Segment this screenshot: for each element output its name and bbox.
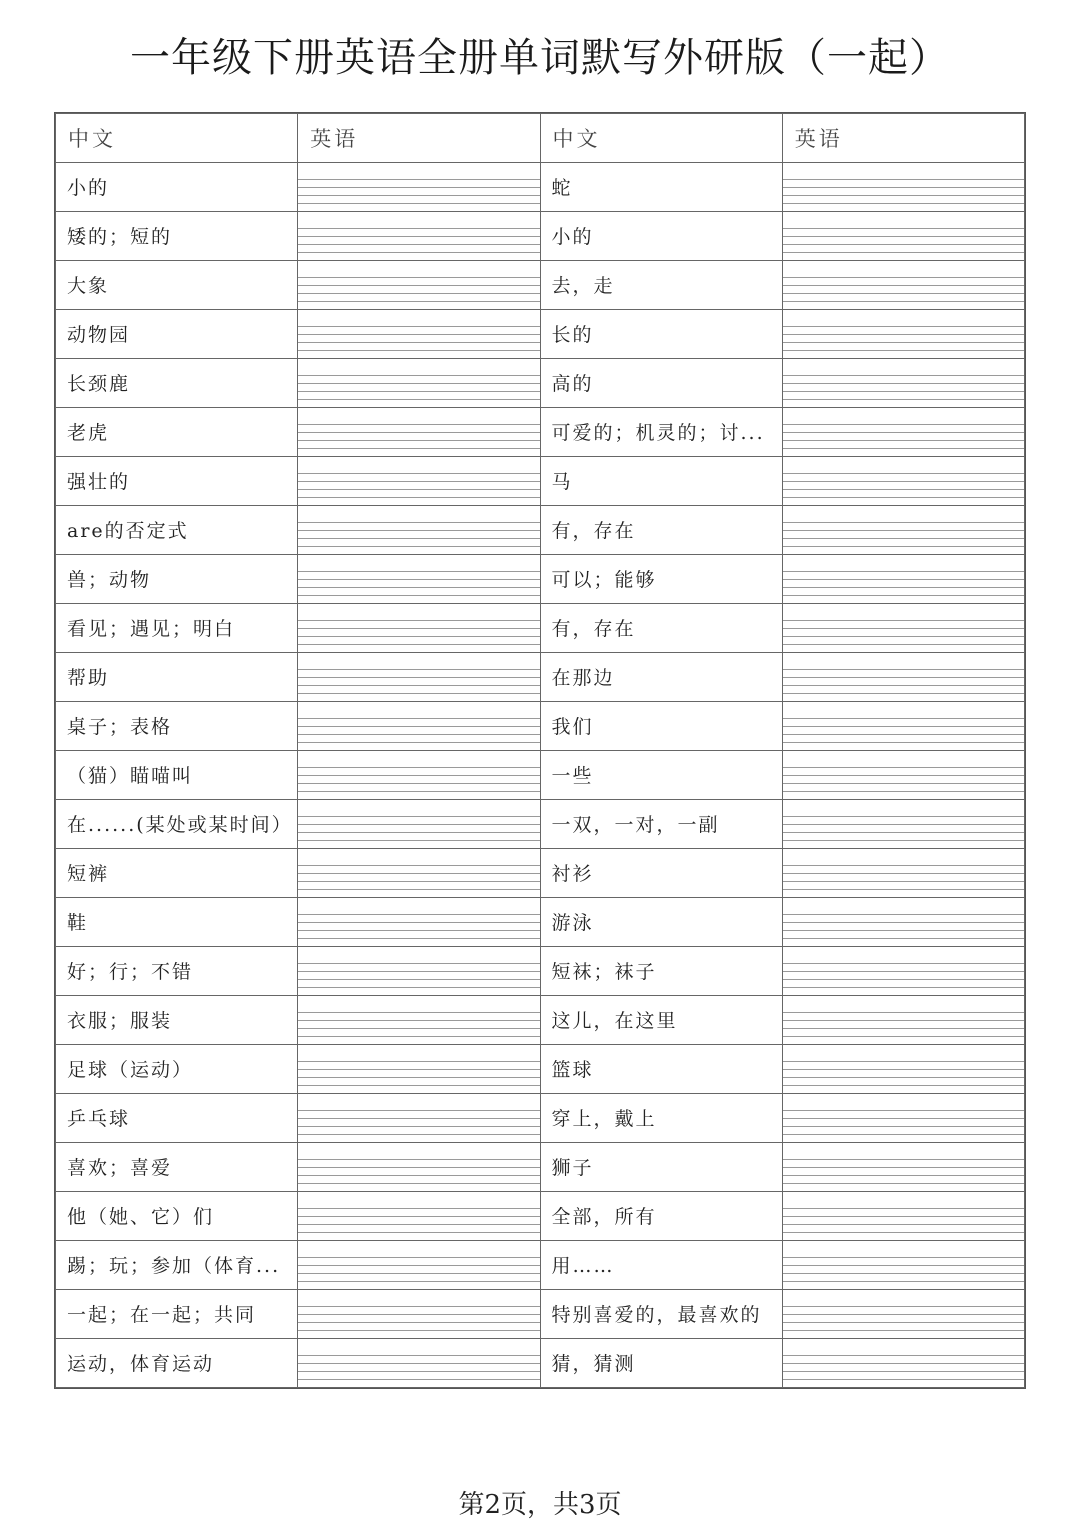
chinese-word-right: 有，存在 — [540, 506, 782, 555]
chinese-word-right: 用…… — [540, 1241, 782, 1290]
chinese-word-right: 有，存在 — [540, 604, 782, 653]
table-row — [56, 898, 1025, 947]
chinese-word-right: 我们 — [540, 702, 782, 751]
english-answer-field-right[interactable] — [782, 163, 1024, 212]
english-answer-field-right[interactable] — [782, 800, 1024, 849]
english-answer-field-right[interactable] — [782, 898, 1024, 947]
chinese-word-left: 桌子；表格 — [56, 702, 298, 751]
english-answer-field-left[interactable] — [298, 751, 540, 800]
english-answer-field-left[interactable] — [298, 898, 540, 947]
english-answer-field-left[interactable] — [298, 1192, 540, 1241]
english-answer-field-right[interactable] — [782, 653, 1024, 702]
chinese-word-right: 马 — [540, 457, 782, 506]
english-answer-field-left[interactable] — [298, 604, 540, 653]
table-row — [56, 653, 1025, 702]
english-answer-field-right[interactable] — [782, 1192, 1024, 1241]
chinese-word-right: 短袜；袜子 — [540, 947, 782, 996]
table-row — [56, 457, 1025, 506]
chinese-word-right: 可以；能够 — [540, 555, 782, 604]
chinese-word-right: 可爱的；机灵的；讨... — [540, 408, 782, 457]
english-answer-field-left[interactable] — [298, 849, 540, 898]
chinese-word-left: 强壮的 — [56, 457, 298, 506]
english-answer-field-left[interactable] — [298, 261, 540, 310]
header-chinese-left: 中文 — [56, 114, 298, 163]
english-answer-field-right[interactable] — [782, 408, 1024, 457]
chinese-word-right: 穿上，戴上 — [540, 1094, 782, 1143]
header-english-right: 英语 — [782, 114, 1024, 163]
table-row — [56, 555, 1025, 604]
chinese-word-right: 特别喜爱的，最喜欢的 — [540, 1290, 782, 1339]
table-row — [56, 163, 1025, 212]
chinese-word-right: 去，走 — [540, 261, 782, 310]
english-answer-field-right[interactable] — [782, 1290, 1024, 1339]
english-answer-field-right[interactable] — [782, 359, 1024, 408]
chinese-word-left: 动物园 — [56, 310, 298, 359]
english-answer-field-left[interactable] — [298, 702, 540, 751]
english-answer-field-left[interactable] — [298, 555, 540, 604]
english-answer-field-left[interactable] — [298, 212, 540, 261]
table-row — [56, 800, 1025, 849]
header-chinese-right: 中文 — [540, 114, 782, 163]
chinese-word-left: are的否定式 — [56, 506, 298, 555]
table-row — [56, 849, 1025, 898]
chinese-word-left: 小的 — [56, 163, 298, 212]
chinese-word-right: 衬衫 — [540, 849, 782, 898]
table-row — [56, 261, 1025, 310]
table-row — [56, 1045, 1025, 1094]
vocabulary-table — [54, 112, 1026, 1389]
english-answer-field-right[interactable] — [782, 506, 1024, 555]
chinese-word-left: 兽；动物 — [56, 555, 298, 604]
chinese-word-right: 狮子 — [540, 1143, 782, 1192]
chinese-word-right: 篮球 — [540, 1045, 782, 1094]
chinese-word-left: 大象 — [56, 261, 298, 310]
english-answer-field-right[interactable] — [782, 1241, 1024, 1290]
chinese-word-left: 在......(某处或某时间） — [56, 800, 298, 849]
table-row — [56, 212, 1025, 261]
table-row — [56, 1339, 1025, 1388]
chinese-word-left: 长颈鹿 — [56, 359, 298, 408]
chinese-word-right: 蛇 — [540, 163, 782, 212]
chinese-word-right: 猜，猜测 — [540, 1339, 782, 1388]
chinese-word-left: 鞋 — [56, 898, 298, 947]
english-answer-field-right[interactable] — [782, 604, 1024, 653]
chinese-word-right: 一双，一对，一副 — [540, 800, 782, 849]
chinese-word-left: 老虎 — [56, 408, 298, 457]
english-answer-field-left[interactable] — [298, 1045, 540, 1094]
table-row — [56, 1143, 1025, 1192]
chinese-word-right: 游泳 — [540, 898, 782, 947]
english-answer-field-left[interactable] — [298, 947, 540, 996]
english-answer-field-left[interactable] — [298, 1290, 540, 1339]
chinese-word-left: 乒乓球 — [56, 1094, 298, 1143]
chinese-word-left: 足球（运动） — [56, 1045, 298, 1094]
chinese-word-right: 长的 — [540, 310, 782, 359]
english-answer-field-left[interactable] — [298, 996, 540, 1045]
english-answer-field-right[interactable] — [782, 261, 1024, 310]
english-answer-field-right[interactable] — [782, 947, 1024, 996]
chinese-word-right: 高的 — [540, 359, 782, 408]
english-answer-field-right[interactable] — [782, 1094, 1024, 1143]
english-answer-field-right[interactable] — [782, 212, 1024, 261]
chinese-word-left: 好；行；不错 — [56, 947, 298, 996]
english-answer-field-right[interactable] — [782, 457, 1024, 506]
english-answer-field-right[interactable] — [782, 849, 1024, 898]
chinese-word-left: 看见；遇见；明白 — [56, 604, 298, 653]
table-row — [56, 1290, 1025, 1339]
chinese-word-left: 喜欢；喜爱 — [56, 1143, 298, 1192]
table-row — [56, 506, 1025, 555]
english-answer-field-right[interactable] — [782, 310, 1024, 359]
table-row — [56, 604, 1025, 653]
english-answer-field-right[interactable] — [782, 702, 1024, 751]
english-answer-field-right[interactable] — [782, 1143, 1024, 1192]
english-answer-field-left[interactable] — [298, 1339, 540, 1388]
chinese-word-left: 帮助 — [56, 653, 298, 702]
page-number: 第2页，共3页 — [458, 1490, 622, 1520]
chinese-word-left: 短裤 — [56, 849, 298, 898]
chinese-word-left: 运动，体育运动 — [56, 1339, 298, 1388]
chinese-word-left: （猫）瞄喵叫 — [56, 751, 298, 800]
english-answer-field-left[interactable] — [298, 1241, 540, 1290]
english-answer-field-right[interactable] — [782, 751, 1024, 800]
table-row — [56, 310, 1025, 359]
english-answer-field-left[interactable] — [298, 653, 540, 702]
chinese-word-right: 全部，所有 — [540, 1192, 782, 1241]
english-answer-field-right[interactable] — [782, 996, 1024, 1045]
table-row — [56, 702, 1025, 751]
english-answer-field-left[interactable] — [298, 1094, 540, 1143]
english-answer-field-right[interactable] — [782, 1045, 1024, 1094]
english-answer-field-right[interactable] — [782, 1339, 1024, 1388]
english-answer-field-left[interactable] — [298, 506, 540, 555]
chinese-word-left: 他（她、它）们 — [56, 1192, 298, 1241]
chinese-word-right: 小的 — [540, 212, 782, 261]
chinese-word-right: 一些 — [540, 751, 782, 800]
chinese-word-left: 衣服；服装 — [56, 996, 298, 1045]
table-header-row — [56, 114, 1025, 163]
table-row — [56, 1241, 1025, 1290]
chinese-word-right: 在那边 — [540, 653, 782, 702]
page-title: 一年级下册英语全册单词默写外研版（一起） — [130, 35, 950, 81]
english-answer-field-left[interactable] — [298, 359, 540, 408]
english-answer-field-left[interactable] — [298, 310, 540, 359]
chinese-word-left: 一起；在一起；共同 — [56, 1290, 298, 1339]
english-answer-field-left[interactable] — [298, 408, 540, 457]
table-row — [56, 1094, 1025, 1143]
english-answer-field-left[interactable] — [298, 457, 540, 506]
table-row — [56, 947, 1025, 996]
english-answer-field-left[interactable] — [298, 1143, 540, 1192]
table-row — [56, 408, 1025, 457]
chinese-word-left: 踢；玩；参加（体育... — [56, 1241, 298, 1290]
header-english-left: 英语 — [298, 114, 540, 163]
table-row — [56, 996, 1025, 1045]
chinese-word-right: 这儿，在这里 — [540, 996, 782, 1045]
table-row — [56, 751, 1025, 800]
english-answer-field-left[interactable] — [298, 800, 540, 849]
english-answer-field-right[interactable] — [782, 555, 1024, 604]
table-row — [56, 359, 1025, 408]
english-answer-field-left[interactable] — [298, 163, 540, 212]
chinese-word-left: 矮的；短的 — [56, 212, 298, 261]
table-row — [56, 1192, 1025, 1241]
